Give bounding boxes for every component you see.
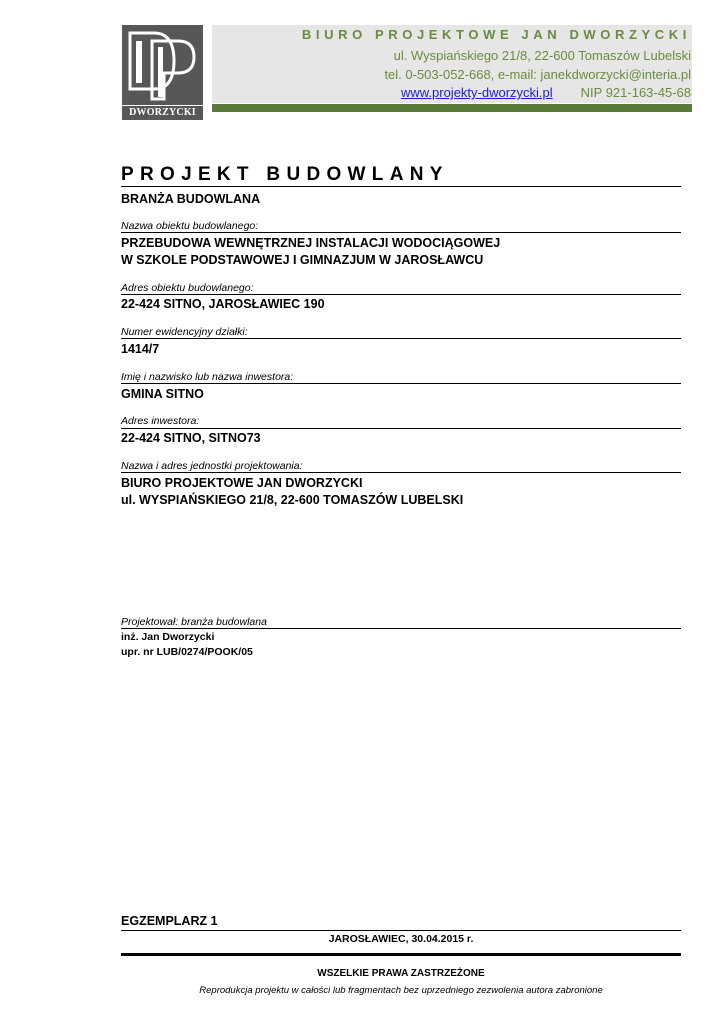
company-address: ul. Wyspiańskiego 21/8, 22-600 Tomaszów Lubelski xyxy=(393,48,691,63)
investor-address-value: 22-424 SITNO, SITNO73 xyxy=(121,431,261,445)
document-title: PROJEKT BUDOWLANY xyxy=(121,164,449,185)
field-rule xyxy=(121,232,681,233)
copy-number: EGZEMPLARZ 1 xyxy=(121,914,218,928)
field-rule xyxy=(121,472,681,473)
investor-name-label: Imię i nazwisko lub nazwa inwestora: xyxy=(121,371,294,383)
object-address-value: 22-424 SITNO, JAROSŁAWIEC 190 xyxy=(121,297,325,311)
field-rule xyxy=(121,428,681,429)
company-name: BIURO PROJEKTOWE JAN DWORZYCKI xyxy=(301,27,691,42)
field-rule xyxy=(121,338,681,339)
company-logo xyxy=(122,25,203,120)
designer-label: Projektował: branża budowlana xyxy=(121,616,267,628)
designer-license: upr. nr LUB/0274/POOK/05 xyxy=(121,646,253,658)
place-date: JAROSŁAWIEC, 30.04.2015 r. xyxy=(328,933,474,945)
object-name-line2: W SZKOLE PODSTAWOWEJ I GIMNAZJUM W JAROSŁAWCU xyxy=(121,253,484,267)
investor-name-value: GMINA SITNO xyxy=(121,387,204,401)
website-link[interactable]: www.projekty-dworzycki.pl xyxy=(400,85,553,100)
nip-number: NIP 921-163-45-68 xyxy=(580,85,691,100)
object-name-line1: PRZEBUDOWA WEWNĘTRZNEJ INSTALACJI WODOCIĄGOWEJ xyxy=(121,236,501,250)
logo-mark xyxy=(122,25,203,105)
design-unit-label: Nazwa i adres jednostki projektowania: xyxy=(121,460,303,472)
branch-heading: BRANŻA BUDOWLANA xyxy=(121,192,261,206)
header-rule xyxy=(212,104,692,112)
object-name-label: Nazwa obiektu budowlanego: xyxy=(121,220,259,232)
design-unit-line2: ul. WYSPIAŃSKIEGO 21/8, 22-600 TOMASZÓW LUBELSKI xyxy=(121,493,464,507)
title-rule xyxy=(121,186,681,187)
footer-thick-rule xyxy=(121,953,681,956)
design-unit-line1: BIURO PROJEKTOWE JAN DWORZYCKI xyxy=(121,476,363,490)
company-contact: tel. 0-503-052-668, e-mail: janekdworzycki@interia.pl xyxy=(384,67,691,82)
parcel-number-label: Numer ewidencyjny działki: xyxy=(121,326,248,338)
reproduction-notice: Reprodukcja projektu w całości lub fragmentach bez uprzedniego zezwolenia autora zabronione xyxy=(199,985,603,996)
object-address-label: Adres obiektu budowlanego: xyxy=(121,282,254,294)
logo-wordmark: DWORZYCKI xyxy=(122,106,203,120)
rights-reserved: WSZELKIE PRAWA ZASTRZEŻONE xyxy=(317,968,485,979)
logo-dp-monogram xyxy=(122,25,203,105)
field-rule xyxy=(121,383,681,384)
designer-name: inż. Jan Dworzycki xyxy=(121,631,215,643)
web-line xyxy=(401,85,691,100)
copy-rule xyxy=(121,930,681,931)
field-rule xyxy=(121,628,681,629)
parcel-number-value: 1414/7 xyxy=(121,342,160,356)
field-rule xyxy=(121,294,681,295)
investor-address-label: Adres inwestora: xyxy=(121,415,200,427)
